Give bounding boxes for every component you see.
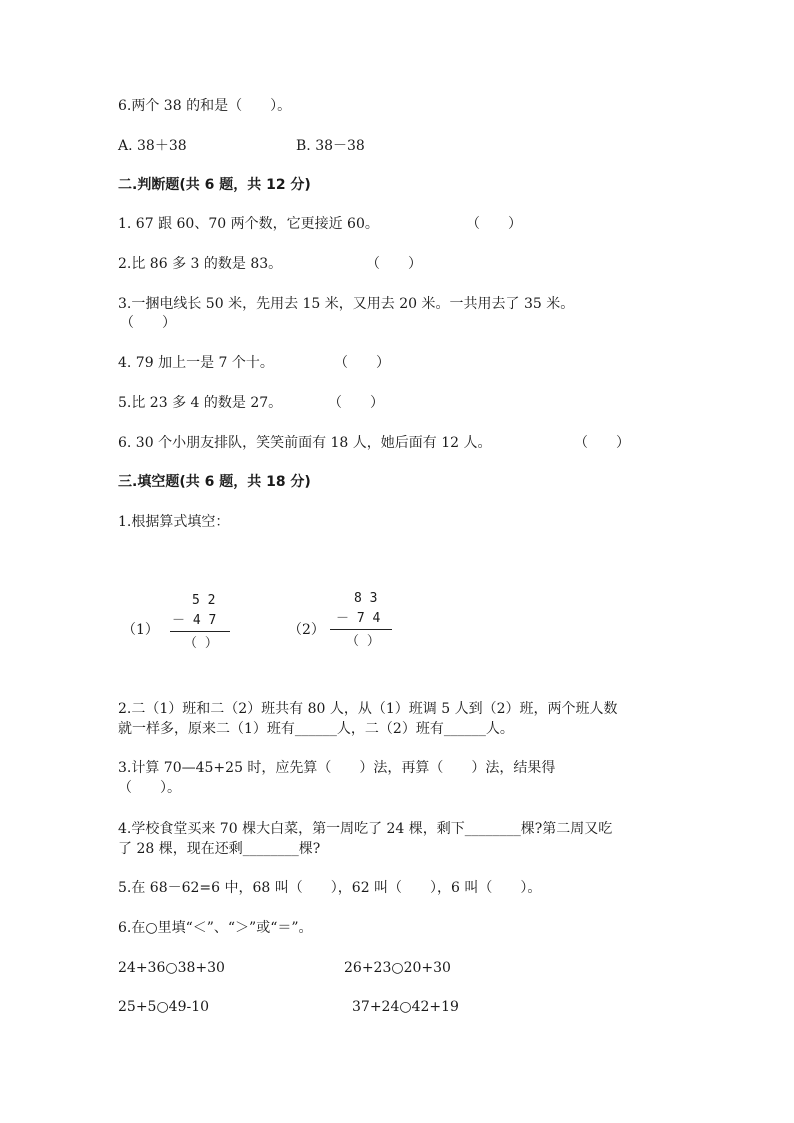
calc-1-result: （ ） [184, 636, 218, 651]
section-2-title: 二.判断题(共 6 题，共 12 分) [118, 177, 311, 193]
option-a: A. 38＋38 [118, 138, 187, 154]
calc-2-label: （2） [288, 622, 325, 638]
option-b: B. 38－38 [296, 138, 365, 154]
fill-question-2-line-1: 2.二（1）班和二（2）班共有 80 人，从（1）班调 5 人到（2）班，两个班人数 [118, 701, 618, 717]
calc-2-result: （ ） [346, 634, 380, 649]
calc-1-bottom: － 4 7 [172, 613, 217, 628]
calc-1-top: 5 2 [192, 593, 216, 608]
calc-2-bottom: － 7 4 [336, 611, 381, 626]
fill-question-2-line-2: 就一样多，原来二（1）班有______人，二（2）班有______人。 [118, 721, 514, 737]
compare-expr-3: 25+5○49-10 [118, 999, 210, 1015]
judge-item-1: 1. 67 跟 60、70 两个数，它更接近 60。 [118, 216, 379, 232]
judge-item-4-paren: （ ） [334, 355, 390, 371]
section-3-title: 三.填空题(共 6 题，共 18 分) [118, 474, 311, 490]
fill-question-4-line-2: 了 28 棵，现在还剩________棵? [118, 841, 321, 857]
judge-item-1-paren: （ ） [466, 216, 522, 232]
compare-expr-4: 37+24○42+19 [352, 999, 459, 1015]
compare-expr-2: 26+23○20+30 [344, 960, 451, 976]
fill-question-3-line-1: 3.计算 70—45+25 时，应先算（ ）法，再算（ ）法，结果得 [118, 760, 556, 776]
calc-2-top: 8 3 [354, 591, 378, 606]
judge-item-5-paren: （ ） [328, 395, 384, 411]
compare-expr-1: 24+36○38+30 [118, 960, 225, 976]
fill-question-3-line-2: （ ）。 [118, 780, 181, 796]
judge-item-4: 4. 79 加上一是 7 个十。 [118, 355, 274, 371]
fill-question-5: 5.在 68－62=6 中，68 叫（ ），62 叫（ ），6 叫（ ）。 [118, 880, 542, 896]
judge-item-3-paren: （ ） [120, 315, 176, 331]
calc-2-rule [330, 629, 392, 630]
judge-item-6-paren: （ ） [574, 435, 630, 451]
judge-item-5: 5.比 23 多 4 的数是 27。 [118, 395, 283, 411]
judge-item-6: 6. 30 个小朋友排队，笑笑前面有 18 人，她后面有 12 人。 [118, 435, 492, 451]
fill-question-6-stem: 6.在○里填“＜”、“＞”或“＝”。 [118, 920, 313, 936]
question-6-stem: 6.两个 38 的和是（ ）。 [118, 98, 292, 114]
fill-question-1-stem: 1.根据算式填空： [118, 514, 230, 530]
judge-item-2-paren: （ ） [366, 256, 422, 272]
calc-1-rule [170, 631, 230, 632]
fill-question-4-line-1: 4.学校食堂买来 70 棵大白菜，第一周吃了 24 棵，剩下________棵?第二周又吃 [118, 821, 613, 837]
judge-item-3: 3.一捆电线长 50 米，先用去 15 米，又用去 20 米。一共用去了 35 米。 [118, 296, 575, 312]
judge-item-2: 2.比 86 多 3 的数是 83。 [118, 256, 283, 272]
calc-1-label: （1） [122, 622, 159, 638]
